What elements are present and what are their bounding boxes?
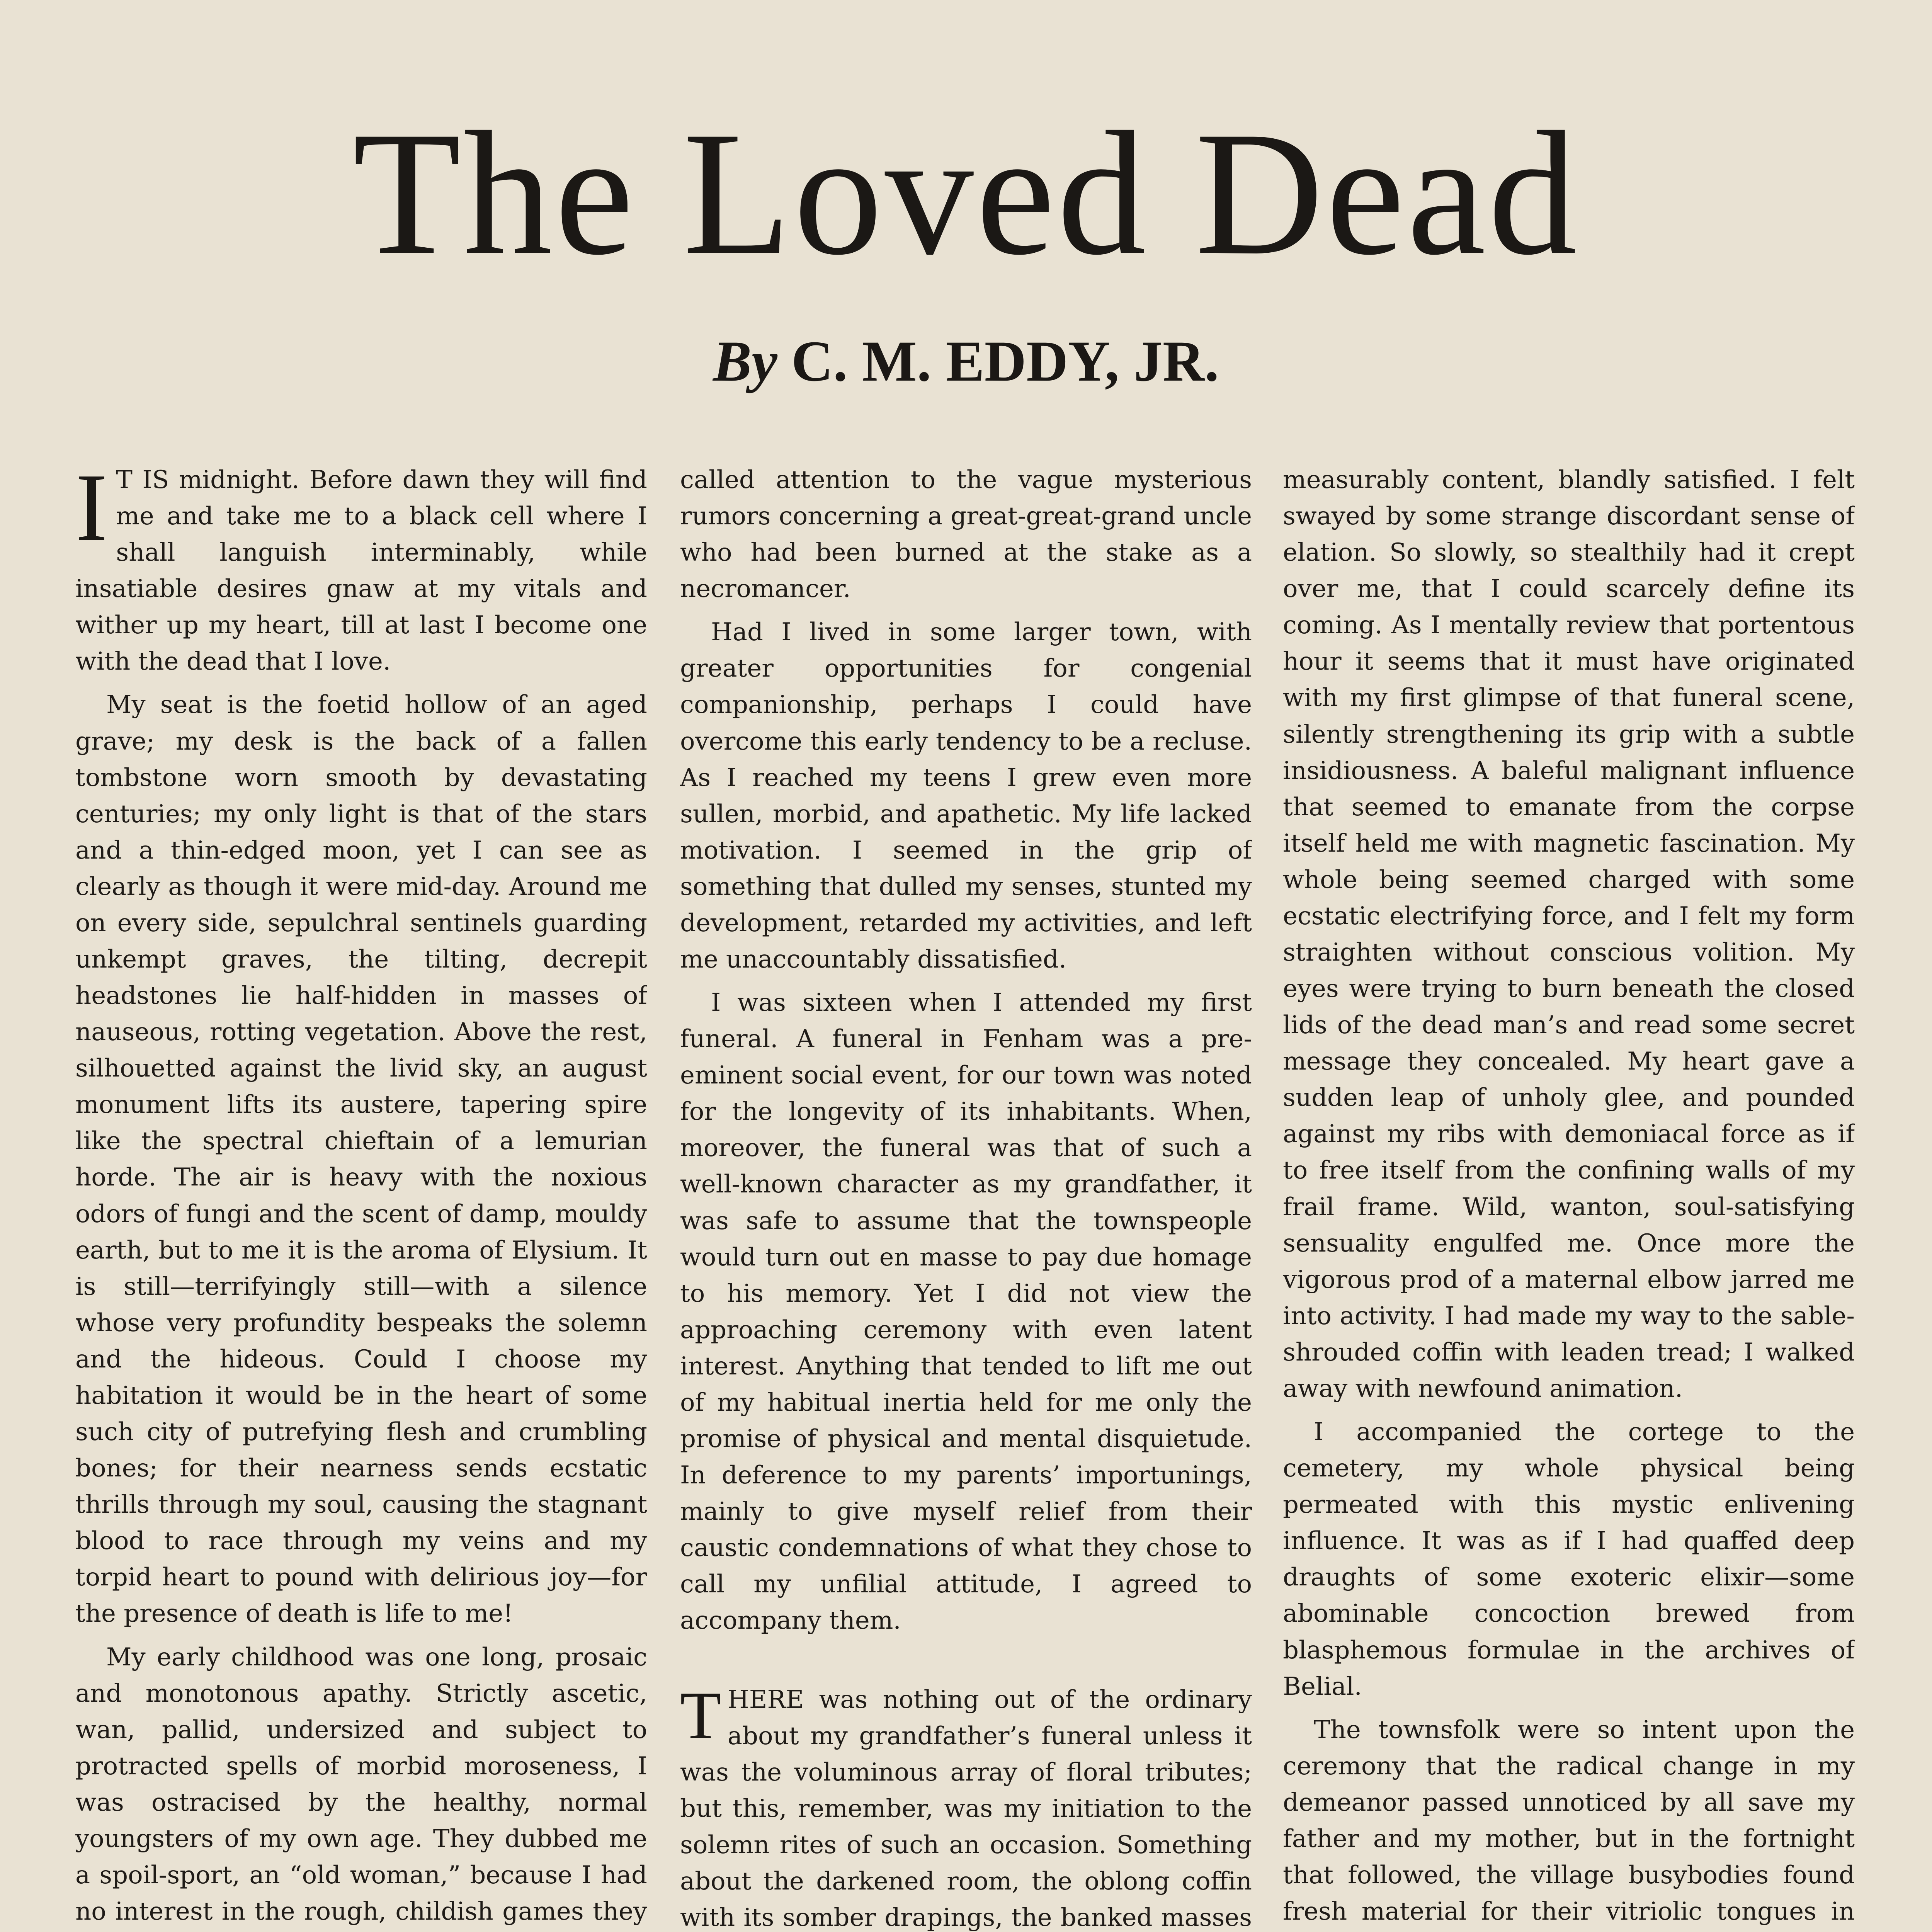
paragraph: called attention to the vague mysterious rumors concerning a great-great-grand uncle who had been burned at the stake as a necromancer. <box>680 466 1252 604</box>
text-column-1 <box>75 462 647 1932</box>
paragraph: I accompanied the cortege to the cemetery, my whole physical being permeated with this mystic enlivening influence. It was as if I had quaffed deep draughts of some exoteric elixir—some abominable concoction brewed from blasphemous formulae in the archives of Belial. <box>1283 1418 1855 1701</box>
author-name: C. M. EDDY, JR. <box>791 329 1219 393</box>
paragraph: My early childhood was one long, prosaic and monotonous apathy. Strictly ascetic, wan, pallid, undersized and subject to protracted spells of morbid moroseness, I was ostracised by the healthy, normal youngsters of my own age. They dubbed me a spoil-sport, an “old woman,” because I had no interest in the rough, childish games they <box>75 1643 647 1926</box>
opening-paragraph <box>75 462 647 680</box>
section-opening-paragraph <box>680 1677 1252 1932</box>
story-title: The Loved Dead <box>352 95 1580 292</box>
byline-prefix: By <box>713 329 777 393</box>
paragraph-text: T IS midnight. Before dawn they will find me and take me to a black cell where I shall languish interminably, while insatiable desires gnaw at my vitals and wither up my heart, till at last I become one with the dead that I love. <box>75 466 647 676</box>
section-drop-cap: T <box>680 1677 721 1753</box>
paragraph: measurably content, blandly satisfied. I felt swayed by some strange discordant sense of elation. So slowly, so stealthily had it crept over me, that I could scarcely define its coming. As I mentally review that portentous hour it seems that it must have originated with my first glimpse of that funeral scene, silently strengthening its grip with a subtle insidiousness. A baleful malignant influence that seemed to emanate from the corpse itself held me with magnetic fascination. My whole being seemed charged with some ecstatic electrifying force, and I felt my form straighten without conscious volition. My eyes were trying to burn beneath the closed lids of the dead man’s and read some secret message they concealed. My heart gave a sudden leap of unholy glee, and pounded against my ribs with demoniacal force as if to free itself from the confining walls of my frail frame. Wild, wanton, soul-satisfying sensuality engulfed me. Once more the vigorous prod of a maternal elbow jarred me into activity. I had made my way to the sable-shrouded coffin with leaden tread; I walked away with newfound animation. <box>1283 466 1855 1403</box>
paragraph: My seat is the foetid hollow of an aged grave; my desk is the back of a fallen tombstone worn smooth by devastating centuries; my only light is that of the stars and a thin-edged moon, yet I can see as clearly as though it were mid-day. Around me on every side, sepulchral sentinels guarding unkempt graves, the tilting, decrepit headstones lie half-hidden in masses of nauseous, rotting vegetation. Above the rest, silhouetted against the livid sky, an august monument lifts its austere, tapering spire like the spectral chieftain of a lemurian horde. The air is heavy with the noxious odors of fungi and the scent of damp, mouldy earth, but to me it is the aroma of Elysium. It is still—terrifyingly still—with a silence whose very profundity bespeaks the solemn and the hideous. Could I choose my habitation it would be in the heart of some such city of putrefying flesh and crumbling bones; for their nearness sends ecstatic thrills through my soul, causing the stagnant blood to race through my veins and my torpid heart to pound with delirious joy—for the presence of death is life to me! <box>75 690 647 1628</box>
paragraph: Had I lived in some larger town, with greater opportunities for congenial companionship, perhaps I could have overcome this early tendency to be a recluse. As I reached my teens I grew even more sullen, morbid, and apathetic. My life lacked motivation. I seemed in the grip of something that dulled my senses, stunted my development, retarded my activities, and left me unaccountably dissatisfied. <box>680 618 1252 974</box>
drop-cap: I <box>75 462 108 561</box>
byline <box>0 329 1932 393</box>
text-column-2 <box>680 462 1252 1932</box>
paragraph: The townsfolk were so intent upon the ceremony that the radical change in my demeanor passed unnoticed by all save my father and my mother, but in the fortnight that followed, the village busybodies found fresh material for their vitriolic tongues in <box>1283 1715 1855 1926</box>
paragraph-text: HERE was nothing out of the ordinary about my grandfather’s funeral unless it was the voluminous array of floral tributes; but this, remember, was my initiation to the solemn rites of such an occasion. Something about the darkened room, the oblong coffin with its somber drapings, the banked masses <box>680 1685 1252 1932</box>
paragraph: I was sixteen when I attended my first funeral. A funeral in Fenham was a pre-eminent social event, for our town was noted for the longevity of its inhabitants. When, moreover, the funeral was that of such a well-known character as my grandfather, it was safe to assume that the townspeople would turn out en masse to pay due homage to his memory. Yet I did not view the approaching ceremony with even latent interest. Anything that tended to lift me out of my habitual inertia held for me only the promise of physical and mental disquietude. In deference to my parents’ importunings, mainly to give myself relief from their caustic condemnations of what they chose to call my unfilial attitude, I agreed to accompany them. <box>680 988 1252 1635</box>
text-column-3 <box>1283 462 1855 1932</box>
